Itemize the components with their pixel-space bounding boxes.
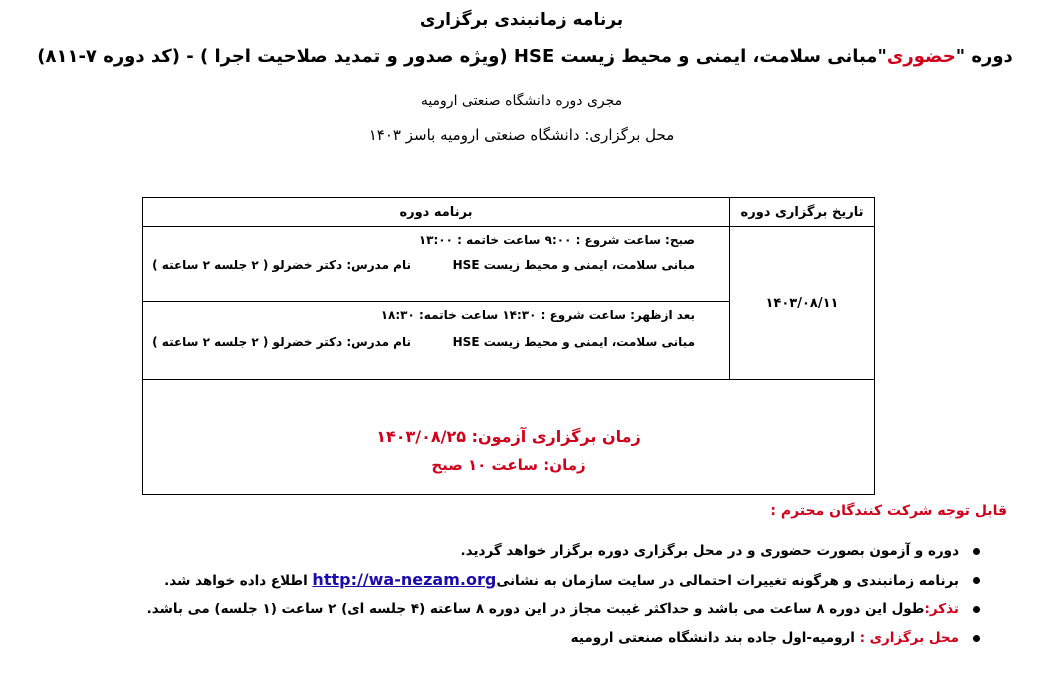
course-date: ۱۴۰۳/۰۸/۱۱ [730, 227, 875, 380]
schedule-table [142, 197, 875, 495]
list-item [59, 627, 959, 656]
notice-item-1: دوره و آزمون بصورت حضوری و در محل برگزاری دوره برگزار خواهد گردید. [460, 543, 959, 559]
afternoon-session [143, 302, 730, 380]
table-row [143, 227, 875, 302]
bullet-icon [973, 577, 980, 584]
col-date-header: تاریخ برگزاری دوره [730, 198, 875, 227]
course-title [30, 46, 1020, 67]
list-item [59, 569, 959, 598]
morning-session [143, 227, 730, 302]
table-header-row [143, 198, 875, 227]
table-row [143, 380, 875, 495]
page-title: برنامه زمانبندی برگزاری [419, 10, 624, 30]
reminder-text: طول این دوره ۸ ساعت می باشد و حداکثر غیبت مجاز در این دوره ۸ ساعته (۴ جلسه ای) ۲ ساعت (۱ جلسه) می باشد. [146, 601, 925, 617]
list-item [59, 598, 959, 627]
bullet-icon [973, 635, 980, 642]
bullet-icon [973, 548, 980, 555]
exam-date: زمان برگزاری آزمون: ۱۴۰۳/۰۸/۲۵ [376, 426, 641, 446]
morning-times: صبح: ساعت شروع : ۹:۰۰ ساعت خاتمه : ۱۳:۰۰ [418, 233, 695, 247]
venue-label: محل برگزاری : [859, 630, 959, 646]
notice-title: قابل توجه شرکت کنندگان محترم : [770, 503, 1007, 519]
course-title-rest: "مبانی سلامت، ایمنی و محیط زیست HSE (ویژه صدور و تمدید صلاحیت اجرا ) - (کد دوره ۷-۸۱۱) [37, 46, 887, 67]
afternoon-teacher: نام مدرس: دکتر خضرلو ( ۲ جلسه ۲ ساعته ) [152, 335, 411, 349]
notice-list [59, 540, 959, 656]
venue-text: ارومیه-اول جاده بند دانشگاه صنعتی ارومیه [570, 630, 860, 646]
exam-info [143, 380, 875, 495]
course-title-prefix: دوره " [955, 46, 1013, 67]
col-program-header: برنامه دوره [143, 198, 730, 227]
reminder-label: تذکر: [924, 601, 959, 617]
course-mode: حضوری [886, 46, 956, 67]
notice-item-2: برنامه زمانبندی و هرگونه تغییرات احتمالی در سایت سازمان به نشانی [496, 573, 959, 589]
morning-topic: مبانی سلامت، ایمنی و محیط زیست HSE [452, 258, 695, 272]
exam-time: زمان: ساعت ۱۰ صبح [431, 455, 586, 474]
website-link[interactable]: http://wa-nezam.org [312, 570, 497, 589]
afternoon-times: بعد ازظهر: ساعت شروع : ۱۴:۳۰ ساعت خاتمه: ۱۸:۳۰ [380, 308, 695, 322]
organizer-line: مجری دوره دانشگاه صنعتی ارومیه [420, 93, 623, 109]
notice-item-2-tail: اطلاع داده خواهد شد. [164, 573, 313, 589]
afternoon-topic: مبانی سلامت، ایمنی و محیط زیست HSE [452, 335, 695, 349]
bullet-icon [973, 606, 980, 613]
venue-line: محل برگزاری: دانشگاه صنعتی ارومیه باسز ۱۴۰۳ [368, 126, 675, 144]
morning-teacher: نام مدرس: دکتر خضرلو ( ۲ جلسه ۲ ساعته ) [152, 258, 411, 272]
list-item [59, 540, 959, 569]
